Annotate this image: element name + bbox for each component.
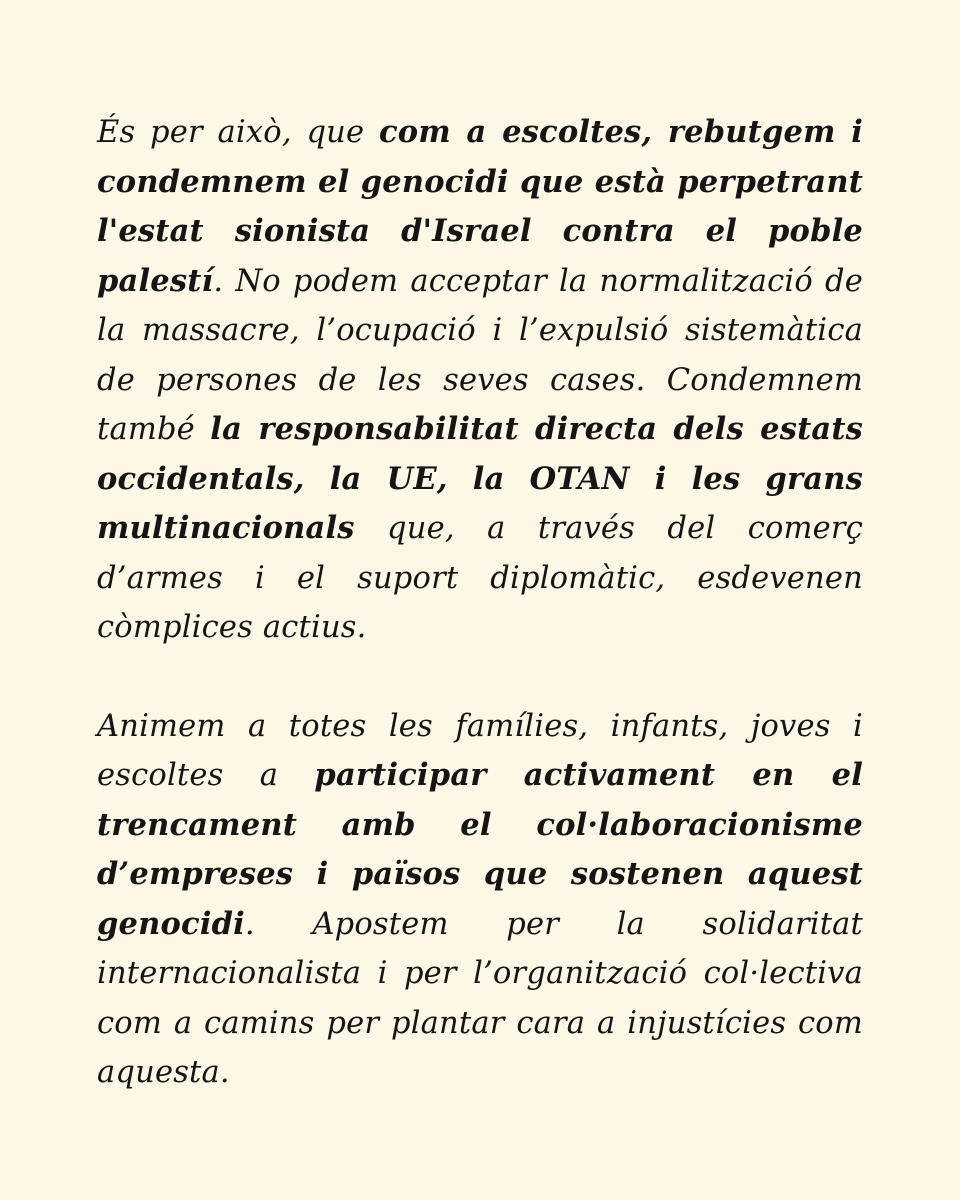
text-body [97,108,863,1098]
paragraph-1 [97,108,863,653]
text-run: que, a través del comerç d’armes i el suport diplomàtic, esdevenen còmplices actius. [97,511,863,645]
text-run-bold: com a escoltes, rebutgem i condemnem el genocidi que està perpetrant l'estat sionista d'Israel contra el poble palestí [97,114,863,299]
text-run-bold: la responsabilitat directa dels estats occidentals, la UE, la OTAN i les grans multinacionals [97,411,863,546]
text-run: . No podem acceptar la normalització de la massacre, l’ocupació i l’expulsió sistemàtica de persones de les seves cases. Condemnem també [97,263,863,447]
text-run-bold: participar activament en el trencament amb el col·laboracionisme d’empreses i països que sostenen aquest genocidi [97,757,863,942]
paragraph-2 [97,702,863,1098]
text-run: És per això, que [97,115,380,150]
text-run: . Apostem per la solidaritat internacionalista i per l’organització col·lectiva com a camins per plantar cara a injustícies com aquesta. [97,906,863,1090]
text-run: Animem a totes les famílies, infants, joves i escoltes a [97,708,863,793]
